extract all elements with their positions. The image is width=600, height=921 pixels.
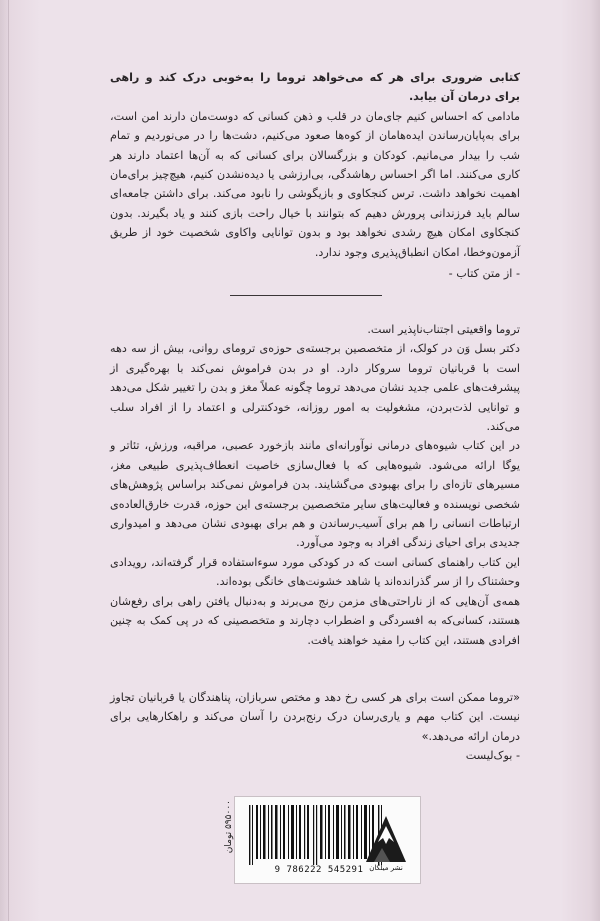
description-p5: همه‌ی آن‌هایی که از ناراحتی‌های مزمن رنج می‌برند و به‌دنبال یافتن راهی برای رفع‌شان هستند، کسانی‌که به افسردگی و اضطراب دچارند و متخصصینی که در پی کمک به چنین افرادی هستند، این کتاب را مفید خواهند یافت.	[110, 594, 520, 647]
intro-section	[110, 68, 520, 283]
review-quote: «تروما ممکن است برای هر کسی رخ دهد و مختص سربازان، پناهندگان یا قربانیان تجاوز نیست. این کتاب مهم و یاری‌رسان درک رنج‌بردن را آسان می‌کند و راهکارهایی برای درمان ارائه می‌دهد.»	[110, 691, 520, 743]
intro-source: - از متن کتاب -	[448, 267, 520, 281]
review-source: - بوک‌لیست	[465, 749, 520, 763]
price-label: ۵۹۵۰۰۰ تومان	[224, 800, 234, 854]
description-p2: دکتر بسل وَن در کولک، از متخصصین برجسته‌ی حوزه‌ی ترومای روانی، بیش از سه دهه است با قربانیان تروما سروکار دارد. او در بدن فراموش نمی‌کند با بهره‌گیری از پیشرفت‌های علمی جدید نشان می‌دهد تروما چگونه عملاً مغز و بدن را تغییر شکل می‌دهد و توانایی لذت‌بردن، مشغولیت به امور روزانه، خودکنترلی و اعتماد را از افراد سلب می‌کند.	[110, 342, 520, 434]
intro-lead: کتابی ضروری برای هر که می‌خواهد تروما را به‌خوبی درک کند و راهی برای درمان آن بیابد.	[110, 71, 520, 104]
description-p3: در این کتاب شیوه‌های درمانی نوآورانه‌ای مانند بازخورد عصبی، مراقبه، ورزش، تئاتر و یوگا ارائه می‌شود. شیوه‌هایی که با فعال‌سازی خاصیت انعطاف‌پذیری طبیعی مغز، مسیرهای تازه‌ای را برای بهبودی می‌گشایند. بدن فراموش نمی‌کند براساس پژوهش‌های شخصی نویسنده و فعالیت‌های سایر متخصصین برجسته‌ی این حوزه، قدرت خارق‌العاده‌ی ارتباطات انسانی را هم برای آسیب‌رساندن و هم برای بهبودی نشان می‌دهد و امیدواری جدیدی برای احیای زندگی افراد به وجود می‌آورد.	[110, 439, 520, 550]
description-section	[110, 320, 520, 650]
isbn-number: 9 786222 545291	[274, 865, 364, 875]
intro-paragraph: مادامی که احساس کنیم جای‌مان در قلب و ذهن کسانی که دوست‌مان دارند امن است، برای به‌پایان‌رساندن ایده‌هامان از کوه‌ها صعود می‌کنیم، دشت‌ها را در می‌نوردیم و تمام شب را بیدار می‌مانیم. کودکان و بزرگسالان برای کسانی که به آن‌ها اعتماد دارند هر کاری می‌کنند. اما اگر احساس رهاشدگی، بی‌ارزشی یا دیده‌نشدن کنیم، هیچ‌چیز برای‌مان اهمیت نخواهد داشت. ترس کنجکاوی و بازیگوشی را نابود می‌کند. برای داشتن جامعه‌ای سالم باید فرزندانی پرورش دهیم که بتوانند با خیال راحت بازی کنند و یاد بگیرند. بدون کنجکاوی امکان هیچ رشدی نخواهد بود و بدون توانایی واکاوی شخصیت خود از طریق آزمون‌وخطا، امکان انطباق‌پذیری وجود ندارد.	[110, 109, 520, 259]
description-p4: این کتاب راهنمای کسانی است که در کودکی مورد سوءاستفاده قرار گرفته‌اند، رویدادی وحشتناک را از سر گذرانده‌اند یا شاهد خشونت‌های خانگی بوده‌اند.	[110, 555, 520, 589]
publisher-mountain-logo-icon	[364, 814, 408, 864]
cover-edge	[8, 0, 9, 921]
divider	[230, 295, 382, 296]
description-p1: تروما واقعیتی اجتناب‌ناپذیر است.	[367, 323, 520, 336]
publisher-name: نشر میلکان	[369, 864, 403, 872]
review-quote-section	[110, 688, 520, 766]
